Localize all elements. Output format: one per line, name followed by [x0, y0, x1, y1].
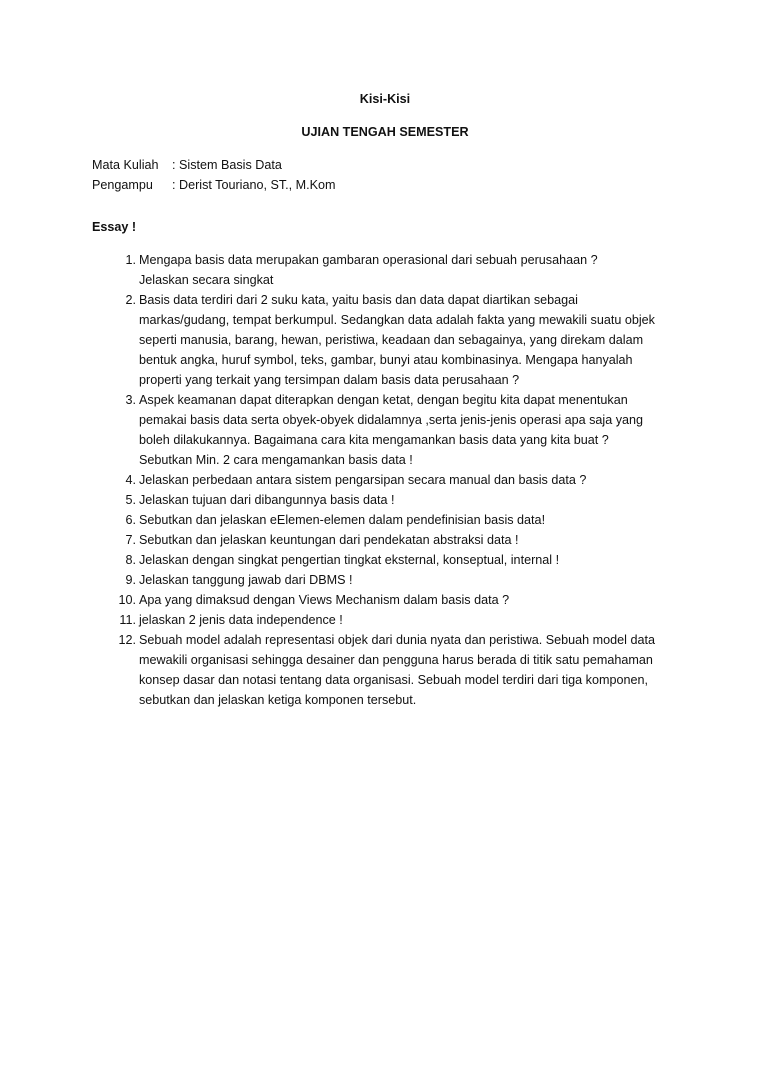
course-label: Mata Kuliah: [92, 158, 159, 172]
question-text-line: jelaskan 2 jenis data independence !: [139, 613, 343, 627]
question-item: [112, 570, 682, 590]
lecturer-label: Pengampu: [92, 178, 153, 192]
question-text: [139, 490, 682, 510]
essay-heading: Essay !: [92, 220, 137, 234]
question-number: 12.: [118, 633, 136, 647]
question-number: 3.: [125, 393, 136, 407]
question-item: [112, 630, 682, 710]
question-number: 7.: [125, 533, 136, 547]
question-number: 8.: [125, 553, 136, 567]
question-text: [139, 250, 682, 290]
question-text-line: boleh dilakukannya. Bagaimana cara kita mengamankan basis data yang kita buat ?: [139, 433, 609, 447]
question-text-line: Sebutkan dan jelaskan eElemen-elemen dalam pendefinisian basis data!: [139, 513, 546, 527]
question-text-line: Mengapa basis data merupakan gambaran operasional dari sebuah perusahaan ?: [139, 253, 598, 267]
question-text-line: Apa yang dimaksud dengan Views Mechanism dalam basis data ?: [139, 593, 510, 607]
question-text-line: sebutkan dan jelaskan ketiga komponen tersebut.: [139, 693, 417, 707]
question-item: [112, 590, 682, 610]
question-number: 1.: [125, 253, 136, 267]
question-text-line: Aspek keamanan dapat diterapkan dengan ketat, dengan begitu kita dapat menentukan: [139, 393, 628, 407]
question-text: [139, 550, 682, 570]
question-item: [112, 290, 682, 390]
question-item: [112, 390, 682, 470]
question-text-line: pemakai basis data serta obyek-obyek didalamnya ,serta jenis-jenis operasi apa saja yang: [139, 413, 644, 427]
question-text-line: Sebutkan dan jelaskan keuntungan dari pendekatan abstraksi data !: [139, 533, 519, 547]
question-text: [139, 570, 682, 590]
question-text-line: Jelaskan dengan singkat pengertian tingkat eksternal, konseptual, internal !: [139, 553, 560, 567]
question-text-line: Sebutkan Min. 2 cara mengamankan basis data !: [139, 453, 413, 467]
question-text-line: Jelaskan secara singkat: [139, 273, 274, 287]
question-text: [139, 470, 682, 490]
question-text: [139, 630, 682, 710]
question-number: 4.: [125, 473, 136, 487]
question-text: [139, 290, 682, 390]
question-number: 5.: [125, 493, 136, 507]
exam-title: UJIAN TENGAH SEMESTER: [301, 125, 469, 139]
question-number: 9.: [125, 573, 136, 587]
question-text-line: markas/gudang, tempat berkumpul. Sedangkan data adalah fakta yang mewakili suatu objek: [139, 313, 655, 327]
question-text-line: Sebuah model adalah representasi objek dari dunia nyata dan peristiwa. Sebuah model data: [139, 633, 655, 647]
question-number: 2.: [125, 293, 136, 307]
lecturer-value: : Derist Touriano, ST., M.Kom: [172, 178, 336, 192]
question-item: [112, 610, 682, 630]
question-text-line: konsep dasar dan notasi tentang data organisasi. Sebuah model terdiri dari tiga komponen,: [139, 673, 648, 687]
question-text-line: Jelaskan perbedaan antara sistem pengarsipan secara manual dan basis data ?: [139, 473, 587, 487]
course-value: : Sistem Basis Data: [172, 158, 282, 172]
question-item: [112, 550, 682, 570]
question-item: [112, 470, 682, 490]
question-item: [112, 490, 682, 510]
question-text-line: properti yang terkait yang tersimpan dalam basis data perusahaan ?: [139, 373, 520, 387]
question-text-line: bentuk angka, huruf symbol, teks, gambar, bunyi atau kombinasinya. Mengapa hanyalah: [139, 353, 633, 367]
question-list: [112, 250, 682, 710]
lecturer-row: [92, 178, 336, 196]
question-item: [112, 530, 682, 550]
question-text-line: mewakili organisasi sehingga desainer dan pengguna harus berada di titik satu pemahaman: [139, 653, 653, 667]
question-text: [139, 390, 682, 470]
question-text-line: Jelaskan tanggung jawab dari DBMS !: [139, 573, 353, 587]
question-number: 6.: [125, 513, 136, 527]
question-text: [139, 510, 682, 530]
question-number: 10.: [118, 593, 136, 607]
course-row: [92, 158, 282, 176]
document-title: Kisi-Kisi: [359, 92, 411, 106]
question-text-line: seperti manusia, barang, hewan, peristiwa, keadaan dan sebagainya, yang direkam dalam: [139, 333, 644, 347]
question-text: [139, 590, 682, 610]
question-text-line: Jelaskan tujuan dari dibangunnya basis data !: [139, 493, 395, 507]
question-text: [139, 610, 682, 630]
question-text-line: Basis data terdiri dari 2 suku kata, yaitu basis dan data dapat diartikan sebagai: [139, 293, 578, 307]
question-item: [112, 250, 682, 290]
question-number: 11.: [119, 613, 136, 627]
question-text: [139, 530, 682, 550]
question-item: [112, 510, 682, 530]
